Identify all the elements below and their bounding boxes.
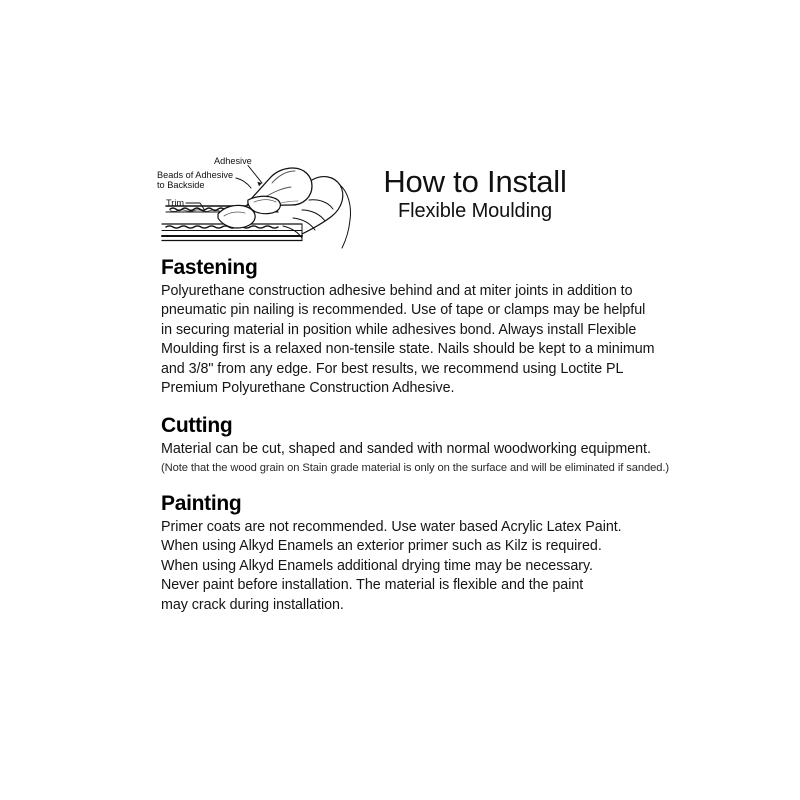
forearm-outline (340, 185, 351, 248)
body-line: When using Alkyd Enamels an exterior primer such as Kilz is required. (161, 538, 602, 555)
section-cutting (161, 414, 669, 477)
leader-line-beads (236, 178, 251, 188)
adhesive-bead-lower (166, 226, 278, 228)
body-line: Primer coats are not recommended. Use water based Acrylic Latex Paint. (161, 518, 622, 535)
label-adhesive: Adhesive (214, 156, 252, 166)
caulk-gun-illustration-svg (152, 152, 392, 260)
body-line: pneumatic pin nailing is recommended. Use of tape or clamps may be helpful (161, 302, 646, 319)
section-body-painting (161, 518, 661, 616)
body-line: When using Alkyd Enamels additional drying time may be necessary. (161, 557, 593, 574)
section-heading-fastening: Fastening (161, 256, 258, 279)
thumb (218, 205, 255, 228)
body-line: may crack during installation. (161, 597, 344, 614)
section-heading-painting: Painting (161, 492, 242, 516)
section-body-fastening (161, 282, 661, 400)
section-body-cutting (161, 440, 669, 478)
body-line: in securing material in position while adhesives bond. Always install Flexible (161, 321, 637, 338)
section-heading-cutting: Cutting (161, 414, 233, 438)
body-line: and 3/8" from any edge. For best results, we recommend using Loctite PL (161, 360, 624, 377)
leader-line-adhesive (248, 166, 262, 184)
page-title-block (360, 166, 590, 221)
body-line: Material can be cut, shaped and sanded with normal woodworking equipment. (161, 440, 651, 457)
instructions-content (161, 256, 669, 616)
body-line: Polyurethane construction adhesive behind and at miter joints in addition to (161, 282, 633, 299)
installation-illustration (152, 152, 392, 260)
label-trim: Trim (166, 198, 185, 208)
label-beads-line2: to Backside (157, 180, 205, 190)
page-title: How to Install (383, 164, 567, 199)
body-line: Premium Polyurethane Construction Adhesive. (161, 380, 455, 397)
section-note: (Note that the wood grain on Stain grade material is only on the surface and will be eliminated if sanded.) (161, 462, 669, 475)
label-beads-line1: Beads of Adhesive (157, 170, 234, 180)
body-line: Moulding first is a relaxed non-tensile state. Nails should be kept to a minimum (161, 341, 655, 358)
header-band (0, 152, 800, 260)
section-painting (161, 492, 661, 615)
page-subtitle: Flexible Moulding (398, 200, 552, 222)
section-fastening (161, 256, 661, 399)
body-line: Never paint before installation. The material is flexible and the paint (161, 577, 584, 594)
